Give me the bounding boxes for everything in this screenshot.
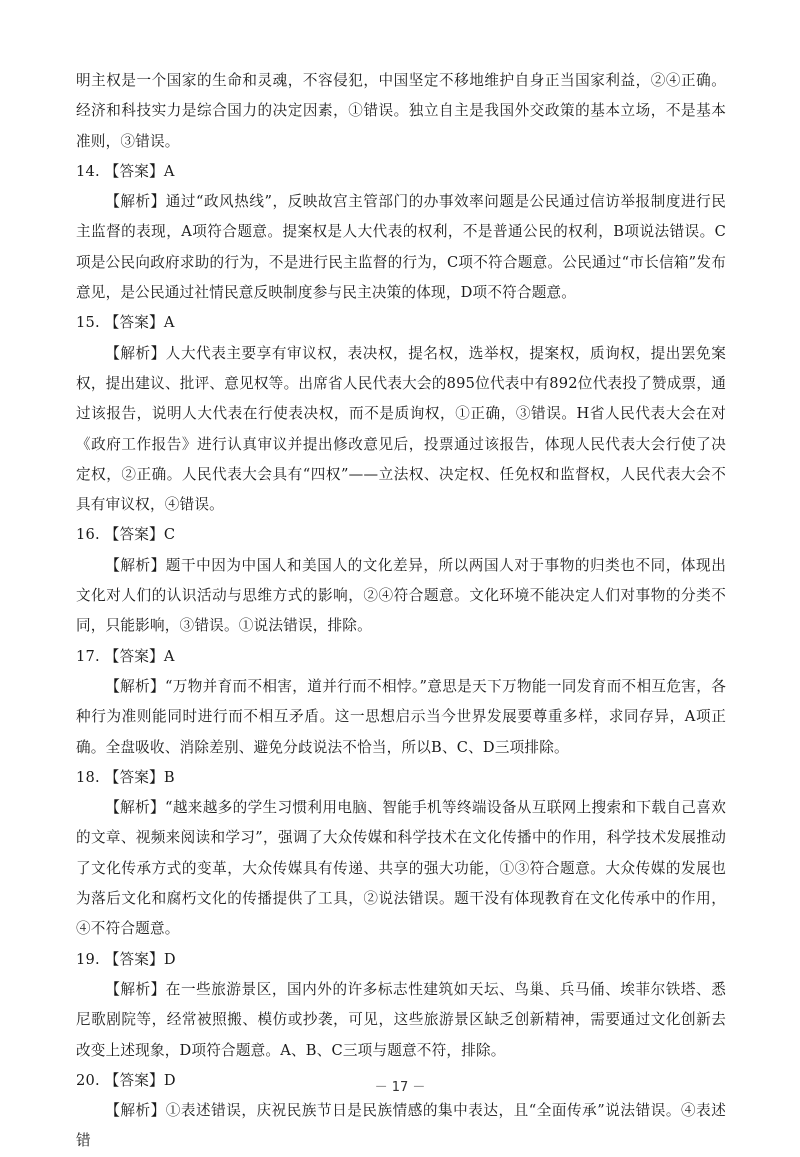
intro-paragraph: 明主权是一个国家的生命和灵魂，不容侵犯，中国坚定不移地维护自身正当国家利益，②④正确。经济和科技实力是综合国力的决定因素，①错误。独立自主是我国外交政策的基本立场，不是基本准则，③错误。 (76, 72, 726, 150)
answer-18: 18. 【答案】B (76, 768, 175, 786)
answer-17: 17. 【答案】A (76, 647, 175, 665)
analysis-14: 【解析】通过“政风热线”，反映故宫主管部门的办事效率问题是公民通过信访举报制度进行民主监督的表现，A项符合题意。提案权是人大代表的权利，不是普通公民的权利，B项说法错误。C项是公民向政府求助的行为，不是进行民主监督的行为，C项不符合题意。公民通过“市长信箱”发布意见，是公民通过社情民意反映制度参与民主决策的体现，D项不符合题意。 (76, 193, 726, 302)
answer-15: 15. 【答案】A (76, 314, 175, 332)
analysis-18: 【解析】“越来越多的学生习惯利用电脑、智能手机等终端设备从互联网上搜索和下载自己喜欢的文章、视频来阅读和学习”，强调了大众传媒和科学技术在文化传播中的作用，科学技术发展推动了文化传承方式的变革，大众传媒具有传递、共享的强大功能，①③符合题意。大众传媒的发展也为落后文化和腐朽文化的传播提供了工具，②说法错误。题干没有体现教育在文化传承中的作用，④不符合题意。 (76, 799, 726, 938)
answer-20: 20. 【答案】D (76, 1071, 176, 1089)
answer-16: 16. 【答案】C (76, 526, 176, 544)
analysis-16: 【解析】题干中因为中国人和美国人的文化差异，所以两国人对于事物的归类也不同，体现出文化对人们的认识活动与思维方式的影响，②④符合题意。文化环境不能决定人们对事物的分类不同，只能影响，③错误。①说法错误，排除。 (76, 556, 726, 635)
answer-14: 14. 【答案】A (76, 162, 175, 180)
analysis-19: 【解析】在一些旅游景区，国内外的许多标志性建筑如天坛、鸟巢、兵马俑、埃菲尔铁塔、悉尼歌剧院等，经常被照搬、模仿或抄袭，可见，这些旅游景区缺乏创新精神，需要通过文化创新去改变上述现象，D项符合题意。A、B、C三项与题意不符，排除。 (76, 980, 726, 1059)
analysis-17: 【解析】“万物并育而不相害，道并行而不相悖。”意思是天下万物能一同发育而不相互危害，各种行为准则能同时进行而不相互矛盾。这一思想启示当今世界发展要尊重多样，求同存异，A项正确。全盘吸收、消除差别、避免分歧说法不恰当，所以B、C、D三项排除。 (76, 677, 726, 756)
analysis-20: 【解析】①表述错误，庆祝民族节日是民族情感的集中表达，且“全面传承”说法错误。④表述错 (76, 1102, 726, 1150)
analysis-15: 【解析】人大代表主要享有审议权，表决权，提名权，选举权，提案权，质询权，提出罢免案权，提出建议、批评、意见权等。出席省人民代表大会的895位代表中有892位代表投了赞成票，通过该报告，说明人大代表在行使表决权，而不是质询权，①正确，③错误。H省人民代表大会在对《政府工作报告》进行认真审议并提出修改意见后，投票通过该报告，体现人民代表大会行使了决定权，②正确。人民代表大会具有“四权”——立法权、决定权、任免权和监督权，人民代表大会不具有审议权，④错误。 (76, 344, 726, 514)
document-body (76, 66, 726, 1157)
answer-19: 19. 【答案】D (76, 950, 176, 968)
page-number: － 17 － (374, 1080, 426, 1095)
